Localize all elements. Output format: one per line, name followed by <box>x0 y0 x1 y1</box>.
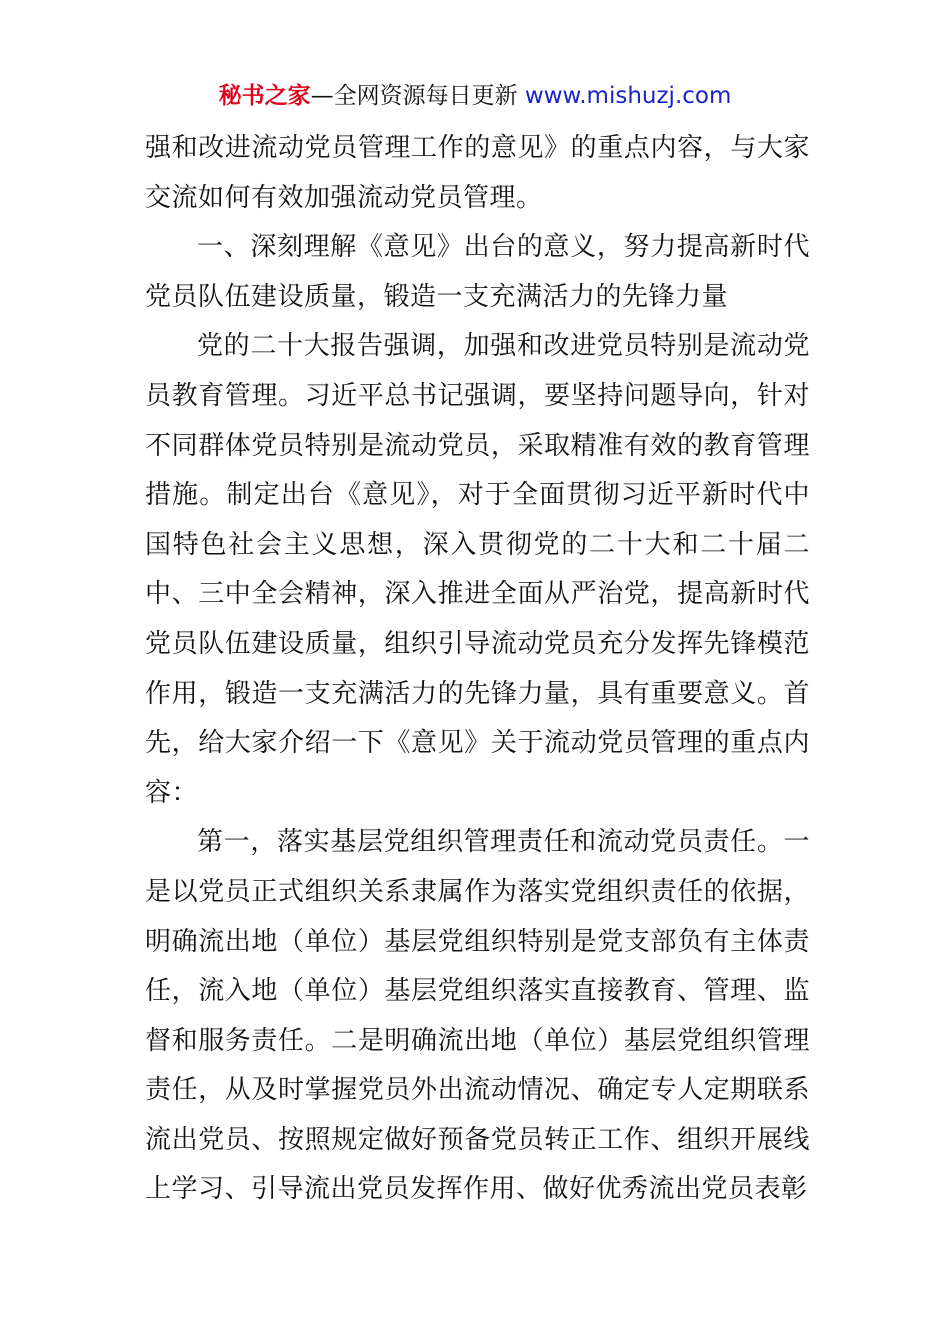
brand-name: 秘书之家 <box>218 83 311 109</box>
section-heading-1: 一、深刻理解《意见》出台的意义，努力提高新时代党员队伍建设质量，锻造一支充满活力的先锋力量 <box>145 232 810 312</box>
header-tagline: —全网资源每日更新 <box>310 83 525 109</box>
paragraph-first-point: 第一，落实基层党组织管理责任和流动党员责任。一是以党员正式组织关系隶属作为落实党组织责任的依据，明确流出地（单位）基层党组织特别是党支部负有主体责任，流入地（单位）基层党组织落实直接教育、管理、监督和服务责任。二是明确流出地（单位）基层党组织管理责任，从及时掌握党员外出流动情况、确定专人定期联系流出党员、按照规定做好预备党员转正工作、组织开展线上学习、引导流出党员发挥作用、做好优秀流出党员表彰 <box>145 827 810 1205</box>
document-body <box>145 124 810 1215</box>
paragraph-significance: 党的二十大报告强调，加强和改进党员特别是流动党员教育管理。习近平总书记强调，要坚持问题导向，针对不同群体党员特别是流动党员，采取精准有效的教育管理措施。制定出台《意见》，对于全面贯彻习近平新时代中国特色社会主义思想，深入贯彻党的二十大和二十届二中、三中全会精神，深入推进全面从严治党，提高新时代党员队伍建设质量，组织引导流动党员充分发挥先锋模范作用，锻造一支充满活力的先锋力量，具有重要意义。首先，给大家介绍一下《意见》关于流动党员管理的重点内容： <box>145 331 810 808</box>
page-header <box>0 80 950 112</box>
header-url-link[interactable]: www.mishuzj.com <box>524 83 732 109</box>
paragraph-continuation: 强和改进流动党员管理工作的意见》的重点内容，与大家交流如何有效加强流动党员管理。 <box>145 133 810 213</box>
